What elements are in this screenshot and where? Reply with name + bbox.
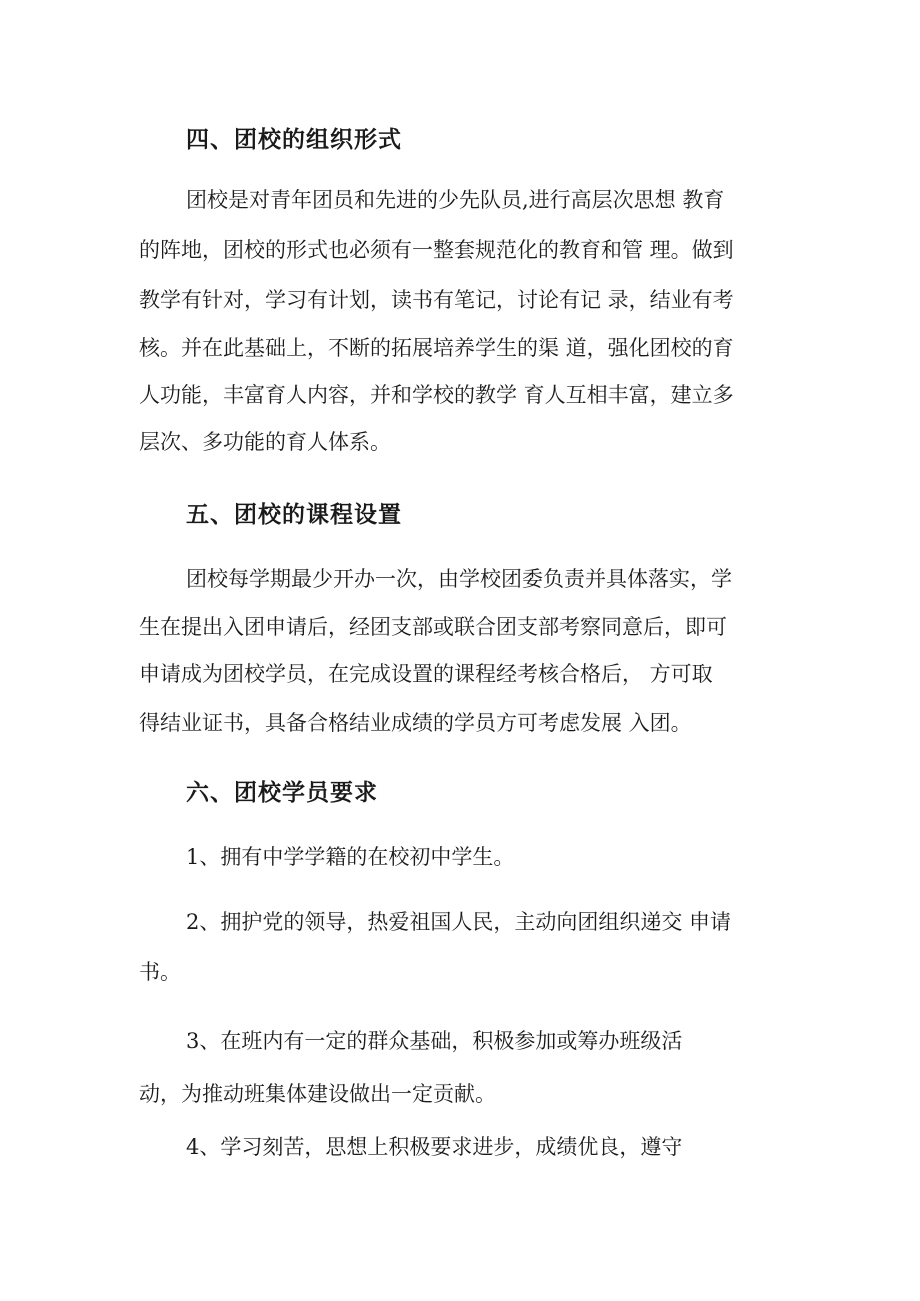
list-item-1: 1、拥有中学学籍的在校初中学生。 — [186, 845, 515, 869]
section-heading-6: 六、团校学员要求 — [186, 780, 378, 806]
section-heading-5: 五、团校的课程设置 — [186, 502, 402, 528]
list-item-4: 4、学习刻苦，思想上积极要求进步，成绩优良，遵守 — [186, 1135, 683, 1159]
paragraph-line: 的阵地，团校的形式也必须有一整套规范化的教育和管 理。做到 — [139, 238, 734, 262]
paragraph-line: 生在提出入团申请后，经团支部或联合团支部考察同意后，即可 — [139, 615, 727, 639]
list-item-3: 3、在班内有一定的群众基础，积极参加或筹办班级活 — [186, 1029, 683, 1053]
paragraph-line: 人功能，丰富育人内容，并和学校的教学 育人互相丰富，建立多 — [139, 383, 734, 407]
list-item-3-continued: 动，为推动班集体建设做出一定贡献。 — [139, 1082, 496, 1106]
paragraph-line: 层次、多功能的育人体系。 — [139, 430, 391, 454]
section-heading-4: 四、团校的组织形式 — [186, 127, 402, 153]
paragraph-line: 申请成为团校学员，在完成设置的课程经考核合格后， 方可取 — [139, 662, 713, 686]
paragraph-line: 得结业证书，具备合格结业成绩的学员方可考虑发展 入团。 — [139, 711, 692, 735]
paragraph-line: 团校是对青年团员和先进的少先队员,进行高层次思想 教育 — [186, 188, 725, 212]
paragraph-line: 核。并在此基础上，不断的拓展培养学生的渠 道，强化团校的育 — [139, 336, 734, 360]
list-item-2: 2、拥护党的领导，热爱祖国人民，主动向团组织递交 申请 — [186, 910, 732, 934]
paragraph-line: 团校每学期最少开办一次，由学校团委负责并具体落实，学 — [186, 567, 732, 591]
paragraph-line: 教学有针对，学习有计划，读书有笔记，讨论有记 录，结业有考 — [139, 288, 734, 312]
list-item-2-continued: 书。 — [139, 960, 181, 984]
